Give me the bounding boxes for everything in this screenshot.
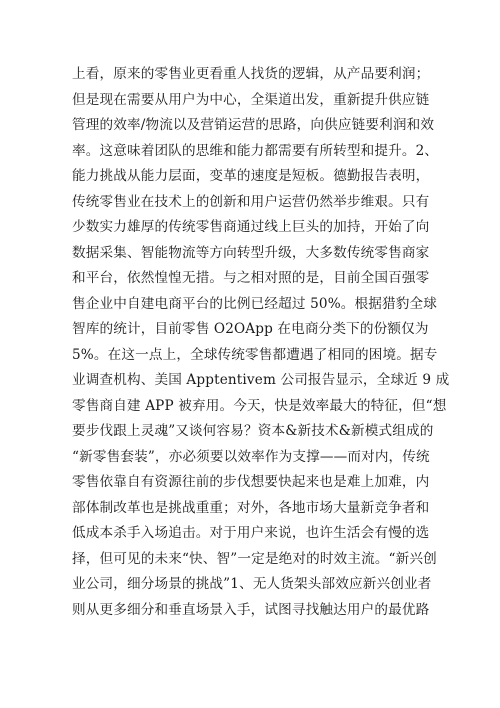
text-line: 智库的统计，目前零售 O2OApp 在电商分类下的份额仅为 [72, 321, 429, 337]
text-line: 5%。在这一点上，全球传统零售都遭遇了相同的困境。据专 [72, 346, 438, 363]
text-line: 业调查机构、美国 Apptentivem 公司报告显示，全球近 9 成 [72, 372, 450, 388]
text-line: “新零售套装”，亦必须要以效率作为支撑——而对内，传统 [72, 448, 430, 465]
text-line: 则从更多细分和垂直场景入手，试图寻找触达用户的最优路 [72, 601, 430, 618]
text-line: 数据采集、智能物流等方向转型升级，大多数传统零售商家 [72, 244, 430, 261]
text-line: 择，但可见的未来“快、智”一定是绝对的时效主流。“新兴创 [72, 550, 437, 567]
text-line: 低成本杀手入场追击。对于用户来说，也许生活会有慢的选 [72, 525, 430, 541]
body-text [72, 62, 450, 623]
text-line: 但是现在需要从用户为中心，全渠道出发，重新提升供应链 [72, 91, 430, 108]
text-line: 少数实力雄厚的传统零售商通过线上巨头的加持，开始了向 [72, 219, 430, 235]
text-line: 能力挑战从能力层面，变革的速度是短板。德勤报告表明， [72, 168, 430, 184]
text-line: 业公司，细分场景的挑战”1、无人货架头部效应新兴创业者 [72, 576, 432, 592]
text-line: 管理的效率/物流以及营销运营的思路，向供应链要利润和效 [72, 117, 435, 133]
text-line: 零售依靠自有资源往前的步伐想要快起来也是难上加难，内 [72, 474, 430, 490]
text-line: 和平台，依然惶惶无措。与之相对照的是，目前全国百强零 [72, 270, 430, 286]
text-line: 零售商自建 APP 被弃用。今天，快是效率最大的特征，但“想 [72, 397, 447, 414]
text-line: 部体制改革也是挑战重重；对外，各地市场大量新竞争者和 [72, 499, 430, 516]
text-line: 售企业中自建电商平台的比例已经超过 50%。根据猎豹全球 [72, 295, 437, 312]
text-line: 上看，原来的零售业更看重人找货的逻辑，从产品要利润； [72, 66, 430, 82]
text-line: 要步伐跟上灵魂”又谈何容易？资本&新技术&新模式组成的 [72, 423, 434, 439]
text-line: 传统零售业在技术上的创新和用户运营仍然举步维艰。只有 [72, 193, 430, 210]
text-line: 率。这意味着团队的思维和能力都需要有所转型和提升。2、 [72, 142, 439, 159]
